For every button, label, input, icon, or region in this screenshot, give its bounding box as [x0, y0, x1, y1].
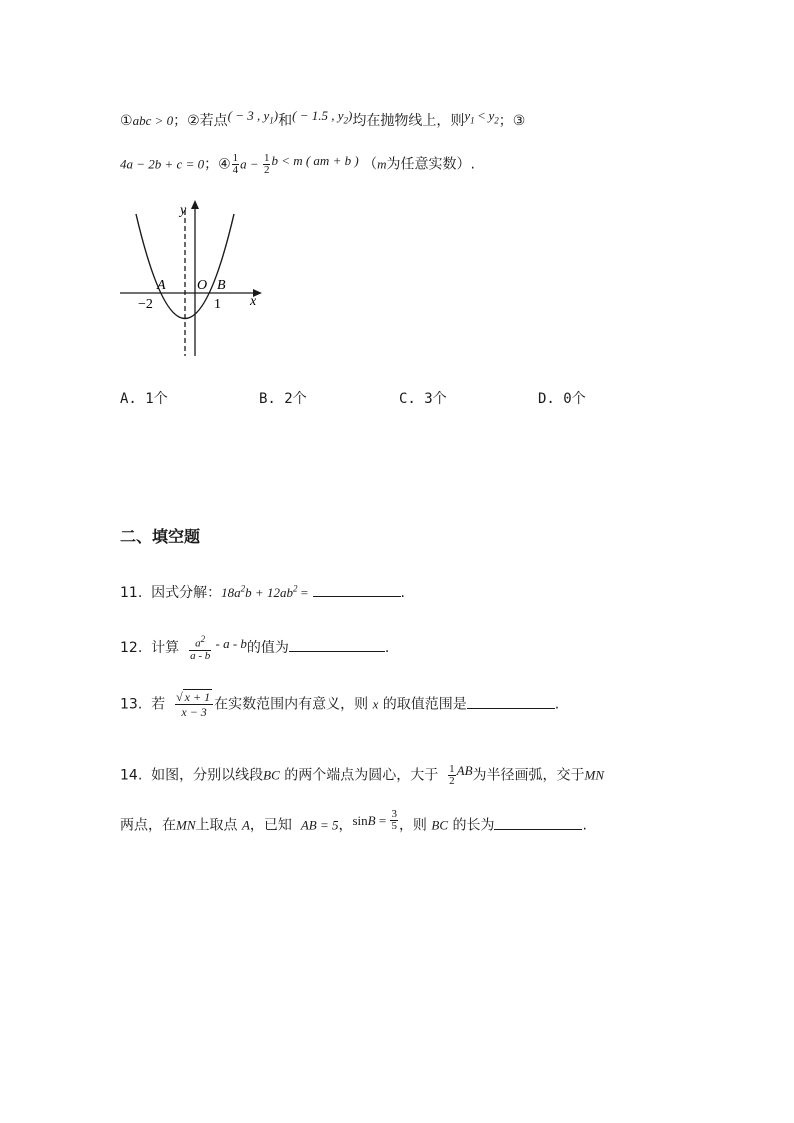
q13-text: 若 [151, 696, 166, 713]
tick-neg2: −2 [138, 297, 153, 312]
separator: ； [173, 113, 188, 129]
statement-4-end: b < m ( am + b ) [271, 152, 359, 168]
q14-l2-bc: BC [431, 817, 449, 833]
q14-comma: ， [338, 817, 353, 834]
point-2-end: ) [348, 108, 353, 123]
statement-line-2 [120, 153, 475, 176]
q14-frac-num: 1 [449, 763, 455, 775]
x-label: x [250, 294, 257, 309]
q14-l2-e: 的长为 [452, 817, 495, 834]
frac-den: 2 [263, 164, 270, 176]
parabola-graph [116, 198, 276, 368]
point-1-end: ) [273, 108, 279, 123]
q11-expression [221, 585, 308, 600]
q11-answer-blank[interactable] [313, 584, 401, 597]
q14-sin-b: B [367, 812, 376, 828]
q11-sup-b: 2 [292, 583, 298, 594]
separator: ； [498, 113, 513, 129]
q13-var: x [372, 696, 379, 712]
point-2-sub: 2 [343, 115, 349, 126]
q12-frac-den: a - b [190, 649, 211, 662]
q11-eq: = [297, 585, 309, 600]
q13-answer-blank[interactable] [467, 696, 555, 709]
q13-number: 13. [120, 696, 143, 713]
q14-l1-b: 的两个端点为圆心，大于 [284, 767, 439, 784]
q14-mn: MN [584, 767, 605, 783]
ineq-y1: y [464, 108, 471, 123]
q12-rest: - a - b [212, 635, 247, 651]
point-1-sub: 1 [269, 115, 274, 126]
q14-l2-c: ，已知 [249, 817, 292, 834]
ineq-y2: y [488, 108, 495, 123]
q14-l2-mn: MN [176, 817, 196, 833]
separator: ； [204, 156, 219, 173]
q14-l2-frac-num: 3 [391, 808, 397, 820]
y-label: y [180, 203, 187, 218]
q14-three-fifths [390, 809, 398, 832]
q13-fraction [175, 690, 213, 719]
statement-2-mid: 均在抛物线上，则 [352, 113, 465, 129]
q13-radicand: x + 1 [184, 690, 211, 704]
q14-sin: sin [352, 812, 368, 828]
fraction-one-half [263, 153, 271, 176]
frac-den: 4 [232, 164, 239, 176]
frac-num: 1 [263, 152, 270, 164]
q14-l2-frac-den: 5 [391, 820, 397, 832]
note-var: m [377, 156, 387, 172]
q14-l2-a: 两点，在 [120, 817, 176, 834]
q13-frac-den: x − 3 [181, 705, 207, 719]
point-2-text: ( − 1.5 , y [292, 108, 344, 123]
q14-sin-expr [352, 813, 389, 828]
question-14-line-2 [120, 808, 587, 837]
inequality-y [464, 108, 499, 126]
question-14-line-1 [120, 764, 604, 787]
and-word: 和 [278, 113, 293, 129]
option-d[interactable]: D. 0个 [538, 391, 586, 407]
tick-1: 1 [214, 297, 221, 312]
option-b[interactable]: B. 2个 [259, 391, 307, 407]
q13-end: . [554, 696, 560, 713]
q12-number: 12. [120, 639, 143, 656]
q14-half-fraction [448, 764, 456, 787]
question-11 [120, 582, 405, 602]
sqrt-symbol: √ [176, 690, 183, 704]
q13-tail: 的取值范围是 [382, 696, 467, 713]
q14-number: 14. [120, 767, 143, 784]
statement-2-prefix: 若点 [199, 113, 228, 129]
frac-num: 1 [232, 152, 239, 164]
option-a[interactable]: A. 1个 [120, 391, 168, 407]
point-1-text: ( − 3 , y [227, 108, 270, 123]
mark-3: ③ [512, 113, 526, 129]
question-13 [120, 690, 559, 719]
mark-2: ② [187, 113, 200, 129]
q14-l1-a: 如图，分别以线段 [151, 767, 264, 784]
q14-end: . [582, 817, 587, 834]
q11-end: . [400, 585, 405, 601]
q12-frac-num: a [195, 637, 201, 650]
point-1 [227, 108, 279, 126]
origin-label: O [197, 278, 208, 293]
fraction-one-fourth [232, 153, 240, 176]
statement-line-1 [120, 110, 525, 131]
q12-end: . [384, 639, 390, 656]
q14-l1-c: 为半径画弧，交于 [472, 767, 585, 784]
q14-ab-value: AB = 5 [300, 817, 339, 833]
q12-answer-blank[interactable] [289, 639, 385, 652]
q14-point-a: A [241, 817, 250, 833]
mark-4: ④ [218, 156, 231, 173]
point-2 [292, 108, 353, 126]
q14-sin-eq: = [375, 812, 390, 828]
q12-text: 计算 [151, 639, 180, 656]
q14-frac-den: 2 [449, 775, 455, 787]
ineq-y2-sub: 2 [494, 115, 499, 126]
q12-fraction [189, 634, 211, 662]
q12-frac-sup: 2 [200, 634, 206, 644]
q11-expr-a: 18a [221, 585, 241, 600]
q12-tail: 的值为 [246, 639, 289, 656]
note-text: 为任意实数）. [386, 156, 475, 173]
note-open: （ [363, 156, 378, 173]
y-axis-arrow [191, 200, 199, 209]
q11-expr-b: b + 12ab [245, 585, 293, 600]
q14-l2-b: 上取点 [195, 817, 238, 834]
q14-ab: AB [456, 762, 473, 778]
q11-number: 11. [120, 585, 143, 601]
statement-3: 4a − 2b + c = 0 [120, 156, 205, 172]
statement-4-mid: a − [240, 156, 262, 172]
q14-l2-d: ，则 [398, 817, 427, 834]
point-a-label: A [157, 278, 166, 293]
question-12 [120, 634, 389, 662]
q11-sup-a: 2 [240, 583, 246, 594]
ineq-op: < [474, 108, 489, 123]
option-c[interactable]: C. 3个 [399, 391, 447, 407]
q11-text: 因式分解： [151, 585, 222, 601]
section-title: 二、填空题 [120, 527, 201, 546]
q14-answer-blank[interactable] [494, 817, 582, 830]
ineq-y1-sub: 1 [470, 115, 475, 126]
q13-mid: 在实数范围内有意义，则 [214, 696, 369, 713]
statement-1: abc > 0 [132, 113, 174, 128]
q14-bc: BC [263, 767, 280, 783]
mark-1: ① [120, 113, 133, 129]
point-b-label: B [217, 278, 226, 293]
